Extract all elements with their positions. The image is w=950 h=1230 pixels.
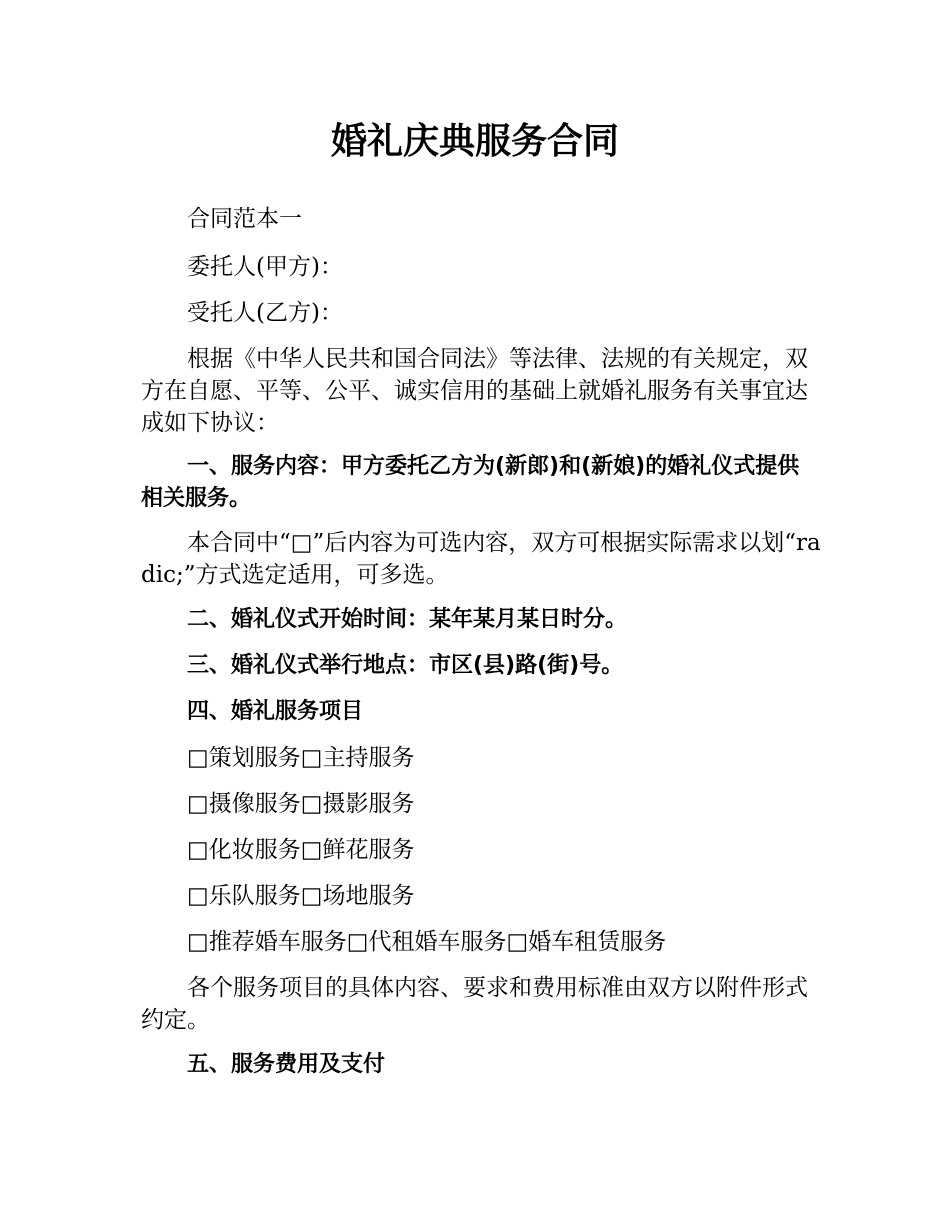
section-5-heading: 五、服务费用及支付 bbox=[187, 1052, 386, 1077]
service-options-row-5: □推荐婚车服务□代租婚车服务□婚车租赁服务 bbox=[187, 929, 667, 955]
party-b-line: 受托人(乙方)： bbox=[187, 300, 343, 326]
section-1-heading: 一、服务内容：甲方委托乙方为(新郎)和(新娘)的婚礼仪式提供相关服务。 bbox=[141, 454, 800, 511]
service-options-row-3: □化妆服务□鲜花服务 bbox=[187, 837, 415, 863]
service-options-row-4: □乐队服务□场地服务 bbox=[187, 883, 415, 909]
document-title: 婚礼庆典服务合同 bbox=[330, 121, 619, 162]
contract-template-label: 合同范本一 bbox=[187, 206, 302, 232]
preamble-paragraph: 根据《中华人民共和国合同法》等法律、法规的有关规定，双方在自愿、平等、公平、诚实信用的基础上就婚礼服务有关事宜达成如下协议： bbox=[141, 346, 808, 436]
service-options-row-2: □摄像服务□摄影服务 bbox=[187, 791, 415, 817]
section-2-heading: 二、婚礼仪式开始时间：某年某月某日时分。 bbox=[187, 607, 628, 632]
service-details-paragraph: 各个服务项目的具体内容、要求和费用标准由双方以附件形式约定。 bbox=[141, 975, 808, 1033]
optional-content-note: 本合同中“□”后内容为可选内容，双方可根据实际需求以划“radic;”方式选定适用，可多选。 bbox=[141, 530, 821, 588]
service-options-row-1: □策划服务□主持服务 bbox=[187, 745, 415, 771]
section-3-heading: 三、婚礼仪式举行地点：市区(县)路(街)号。 bbox=[187, 653, 624, 678]
party-a-line: 委托人(甲方)： bbox=[187, 254, 343, 280]
section-4-heading: 四、婚礼服务项目 bbox=[187, 699, 364, 724]
